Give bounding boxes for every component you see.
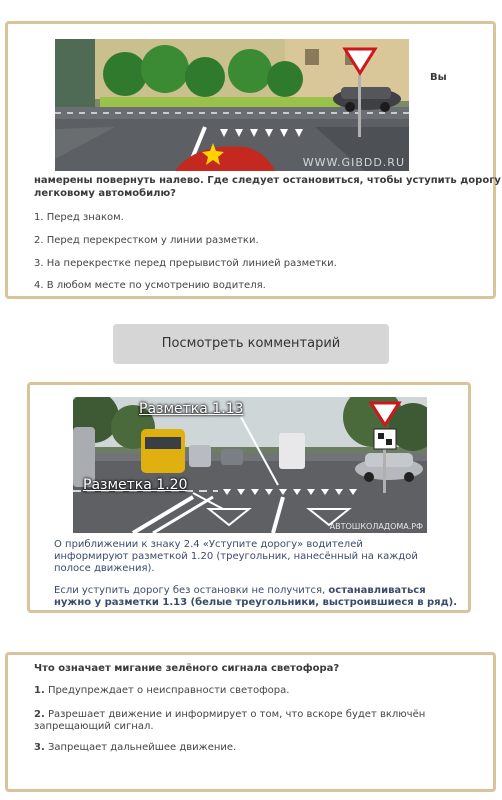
comment-card xyxy=(27,382,471,613)
answer-option-2-continued[interactable]: запрещающий сигнал. xyxy=(34,721,154,732)
question-card-2 xyxy=(5,652,496,792)
option-number: 2. xyxy=(34,709,45,720)
intersection-photo xyxy=(55,39,409,171)
comment-paragraph-1-line2: информируют разметкой 1.20 (треугольник, нанесённый на каждой xyxy=(54,551,418,562)
answer-option-1[interactable]: 1. Перед знаком. xyxy=(34,212,124,223)
question-text-line1: намерены повернуть налево. Где следует остановиться, чтобы уступить дорогу xyxy=(34,175,501,186)
option-text-line1: Разрешает движение и информирует о том, что вскоре будет включён xyxy=(44,709,426,720)
comment-paragraph-2-normal: Если уступить дорогу без остановки не получится, xyxy=(54,585,329,596)
marking-1-13-label: Разметка 1.13 xyxy=(139,401,244,417)
question-card-1 xyxy=(5,21,501,299)
question-aside-word: Вы xyxy=(430,72,447,83)
option-number: 3. xyxy=(34,742,45,753)
answer-option-3[interactable] xyxy=(34,741,236,754)
answer-option-2[interactable]: 2. Перед перекрестком у линии разметки. xyxy=(34,235,259,246)
road-marking-photo xyxy=(73,397,427,533)
option-text: Запрещает дальнейшее движение. xyxy=(44,742,237,753)
comment-paragraph-2-bold-start: останавливаться xyxy=(328,585,426,596)
show-comment-button[interactable]: Посмотреть комментарий xyxy=(113,324,389,364)
comment-paragraph-1-line1: О приближении к знаку 2.4 «Уступите дорогу» водителей xyxy=(54,539,363,550)
option-text: Предупреждает о неисправности светофора. xyxy=(44,685,290,696)
photo-watermark: АВТОШКОЛАДОМА.РФ xyxy=(329,522,423,531)
answer-option-1[interactable] xyxy=(34,684,289,697)
answer-option-4[interactable]: 4. В любом месте по усмотрению водителя. xyxy=(34,280,266,291)
answer-option-3[interactable]: 3. На перекрестке перед прерывистой линией разметки. xyxy=(34,258,337,269)
option-number: 1. xyxy=(34,685,45,696)
comment-paragraph-1-line3: полосе движения). xyxy=(54,563,155,574)
photo-watermark: WWW.GIBDD.RU xyxy=(302,156,405,169)
question-text: Что означает мигание зелёного сигнала светофора? xyxy=(34,663,340,674)
question-text-line2: легковому автомобилю? xyxy=(34,188,176,199)
marking-1-20-label: Разметка 1.20 xyxy=(83,477,188,493)
comment-paragraph-2-line2: нужно у разметки 1.13 (белые треугольники, выстроившиеся в ряд). xyxy=(54,597,458,608)
